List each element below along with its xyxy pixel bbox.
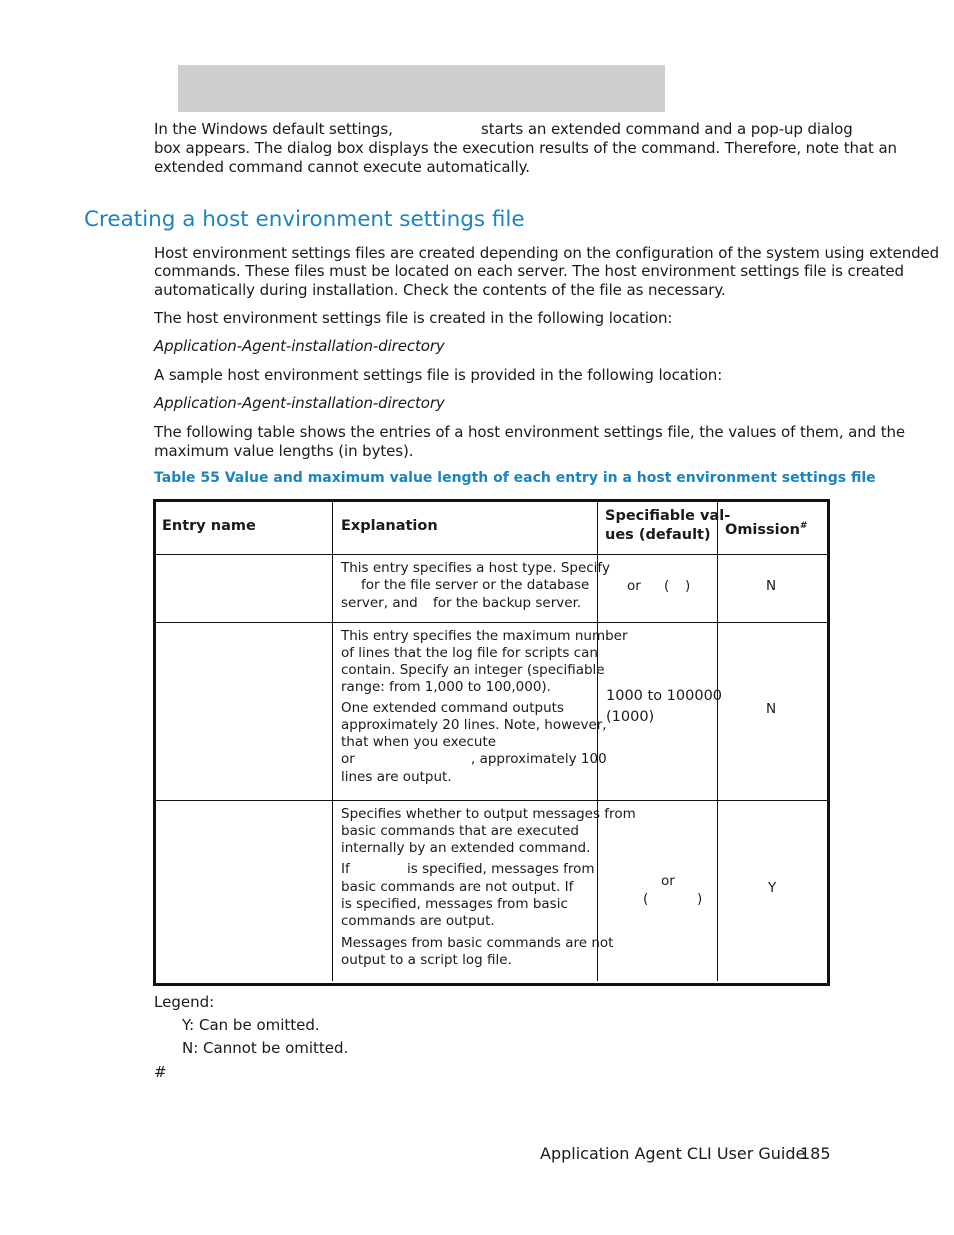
omission-note-mark: # <box>799 521 808 531</box>
header-omission: Omission# <box>725 521 808 538</box>
row2-explanation-p2-line-4a: or <box>341 751 355 767</box>
row3-explanation-p2-line-3: is specified, messages from basic <box>341 896 568 912</box>
footer-page-number: 185 <box>800 1144 831 1163</box>
row2-explanation-p2-line-2: approximately 20 lines. Note, however, <box>341 717 607 733</box>
row3-values-paren-open: ( <box>643 891 649 907</box>
row3-values-or: or <box>661 873 675 889</box>
row2-explanation-p1-line-4: range: from 1,000 to 100,000). <box>341 679 551 695</box>
row2-omission: N <box>766 701 777 717</box>
section-p4-line-1: The following table shows the entries of a host environment settings file, the values of them, and the <box>154 423 906 441</box>
row1-explanation-line-3b: for the backup server. <box>433 595 582 611</box>
row2-explanation-p1-line-1: This entry specifies the maximum number <box>341 628 628 644</box>
row3-explanation-p2-line-2: basic commands are not output. If <box>341 879 574 895</box>
row1-explanation-line-2: for the file server or the database <box>361 577 590 593</box>
row2-explanation-p2-line-4b: , approximately 100 <box>471 751 607 767</box>
legend-note-mark: # <box>154 1063 167 1081</box>
row2-explanation-p1-line-3: contain. Specify an integer (specifiable <box>341 662 605 678</box>
section-p2: The host environment settings file is created in the following location: <box>154 309 673 327</box>
table-row-divider-3 <box>156 800 827 801</box>
footer-guide-title: Application Agent CLI User Guide <box>540 1144 806 1163</box>
header-explanation: Explanation <box>341 518 438 534</box>
intro-line-2: box appears. The dialog box displays the execution results of the command. Therefore, note that an <box>154 139 897 157</box>
row1-values-paren-open: ( <box>664 578 670 594</box>
row1-explanation-line-1: This entry specifies a host type. Specify <box>341 560 610 576</box>
row3-explanation-p3-line-2: output to a script log file. <box>341 952 512 968</box>
row3-omission: Y <box>768 880 777 896</box>
row2-values-default: (1000) <box>606 709 655 725</box>
legend-n: N: Cannot be omitted. <box>182 1039 349 1057</box>
section-path-2: Application-Agent-installation-directory <box>154 394 445 412</box>
row3-explanation-p2-line-1a: If <box>341 861 350 877</box>
header-entry-name: Entry name <box>162 518 256 534</box>
section-p1-line-3: automatically during installation. Check the contents of the file as necessary. <box>154 281 726 299</box>
legend-y: Y: Can be omitted. <box>182 1016 320 1034</box>
row3-explanation-p1-line-2: basic commands that are executed <box>341 823 579 839</box>
row1-values-paren-close: ) <box>685 578 691 594</box>
row2-explanation-p2-line-1: One extended command outputs <box>341 700 564 716</box>
row3-explanation-p1-line-1: Specifies whether to output messages from <box>341 806 636 822</box>
row2-explanation-p1-line-2: of lines that the log file for scripts can <box>341 645 598 661</box>
table-col-divider-1 <box>332 502 333 981</box>
header-values-line-2: ues (default) <box>605 527 711 543</box>
section-heading: Creating a host environment settings file <box>84 207 525 232</box>
row3-explanation-p3-line-1: Messages from basic commands are not <box>341 935 614 951</box>
legend-title: Legend: <box>154 993 215 1011</box>
row3-explanation-p2-line-4: commands are output. <box>341 913 495 929</box>
row1-values-or: or <box>627 578 641 594</box>
header-values-line-1: Specifiable val- <box>605 508 731 524</box>
table-row-divider-1 <box>156 554 827 555</box>
row3-explanation-p2-line-1b: is specified, messages from <box>407 861 595 877</box>
section-path-1: Application-Agent-installation-directory <box>154 337 445 355</box>
intro-line-3: extended command cannot execute automatically. <box>154 158 530 176</box>
row1-omission: N <box>766 578 777 594</box>
section-p1-line-2: commands. These files must be located on each server. The host environment settings file is created <box>154 262 904 280</box>
table-col-divider-3 <box>717 502 718 981</box>
row2-values-range: 1000 to 100000 <box>606 688 723 704</box>
row1-explanation-line-3a: server, and <box>341 595 418 611</box>
row3-values-paren-close: ) <box>697 891 703 907</box>
row3-explanation-p1-line-3: internally by an extended command. <box>341 840 591 856</box>
table-caption: Table 55 Value and maximum value length of each entry in a host environment settings file <box>154 470 876 486</box>
intro-line-1a: In the Windows default settings, <box>154 120 393 138</box>
intro-line-1b: starts an extended command and a pop-up dialog <box>481 120 853 138</box>
row2-explanation-p2-line-3: that when you execute <box>341 734 497 750</box>
header-code-block <box>178 65 665 112</box>
section-p1-line-1: Host environment settings files are created depending on the configuration of the system using extended <box>154 244 940 262</box>
row2-explanation-p2-line-5: lines are output. <box>341 769 452 785</box>
section-p3: A sample host environment settings file is provided in the following location: <box>154 366 723 384</box>
table-row-divider-2 <box>156 622 827 623</box>
section-p4-line-2: maximum value lengths (in bytes). <box>154 442 414 460</box>
